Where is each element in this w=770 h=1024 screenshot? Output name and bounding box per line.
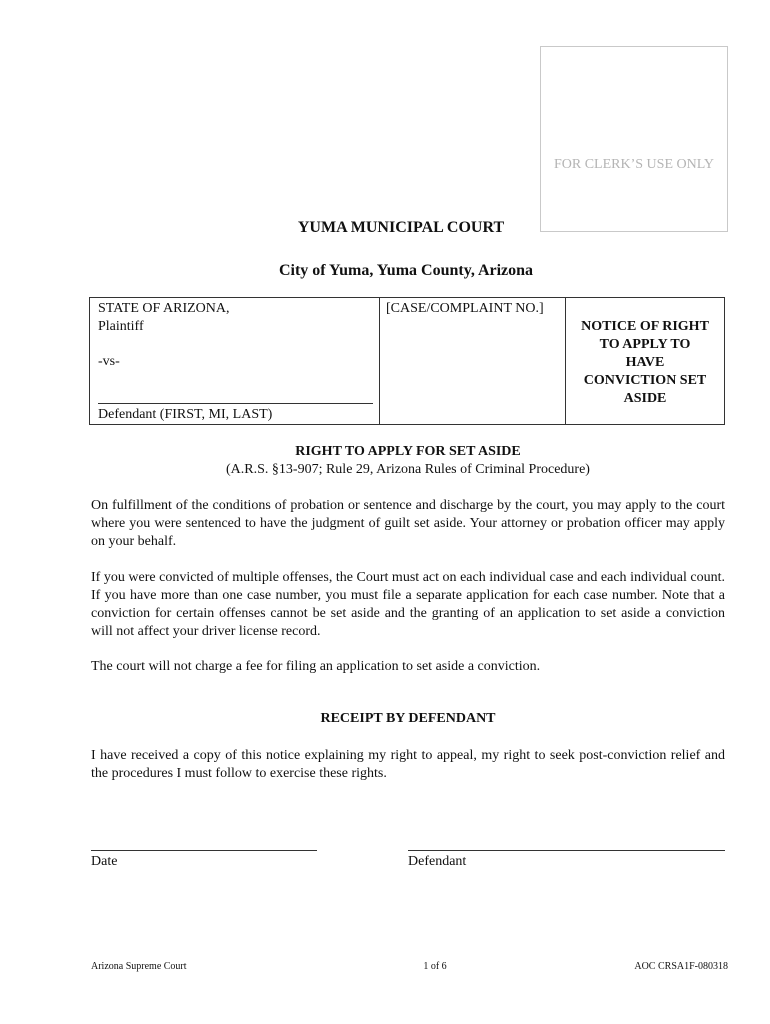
defendant-signature-line[interactable]: [408, 850, 725, 851]
court-title: YUMA MUNICIPAL COURT: [297, 219, 505, 236]
case-caption-table: [89, 297, 725, 425]
footer-issuer: Arizona Supreme Court: [91, 961, 187, 972]
clerk-use-label: FOR CLERK’S USE ONLY: [553, 157, 714, 172]
notice-title-line: HAVE: [625, 355, 665, 370]
versus-label: -vs-: [98, 354, 120, 369]
defendant-signature-label: Defendant: [408, 854, 467, 869]
notice-title-line: ASIDE: [623, 391, 667, 406]
notice-title-line: CONVICTION SET: [583, 373, 707, 388]
footer-form-code: AOC CRSA1F-080318: [634, 961, 728, 972]
section-title: RIGHT TO APPLY FOR SET ASIDE: [295, 444, 521, 459]
caption-parties-cell: [90, 298, 380, 424]
notice-title-line: TO APPLY TO: [599, 337, 691, 352]
date-signature-line[interactable]: [91, 850, 317, 851]
footer-page-number: 1 of 6: [423, 961, 447, 972]
caption-case-number-cell[interactable]: [379, 298, 566, 424]
receipt-text: I have received a copy of this notice explaining my right to appeal, my right to seek post-conviction relief and the procedures I must follow to exercise these rights.: [91, 748, 725, 781]
notice-title-line: NOTICE OF RIGHT: [581, 319, 709, 334]
paragraph-multiple-offenses: If you were convicted of multiple offenses, the Court must act on each individual case and each individual count. If you have more than one case number, you must file a separate application for each case number. Note that a conviction for certain offenses cannot be set aside and the granting of an application to set aside a conviction will not affect your driver license record.: [91, 570, 725, 639]
defendant-name-line[interactable]: [98, 403, 373, 404]
defendant-name-label: Defendant (FIRST, MI, LAST): [98, 407, 273, 422]
section-subtitle: (A.R.S. §13-907; Rule 29, Arizona Rules of Criminal Procedure): [226, 462, 590, 477]
clerk-use-box: [540, 46, 728, 232]
state-label: STATE OF ARIZONA,: [98, 301, 230, 316]
receipt-title: RECEIPT BY DEFENDANT: [320, 711, 496, 726]
paragraph-fulfillment: On fulfillment of the conditions of probation or sentence and discharge by the court, you may apply to the court where you were sentenced to have the judgment of guilt set aside. Your attorney or probation officer may apply on your behalf.: [91, 498, 725, 549]
court-location: City of Yuma, Yuma County, Arizona: [278, 262, 534, 279]
plaintiff-label: Plaintiff: [98, 319, 144, 334]
case-number-label: [CASE/COMPLAINT NO.]: [386, 301, 544, 316]
caption-notice-cell: [566, 298, 724, 424]
paragraph-no-fee: The court will not charge a fee for filing an application to set aside a conviction.: [91, 659, 541, 674]
date-label: Date: [91, 854, 118, 869]
notice-title: [566, 318, 724, 408]
